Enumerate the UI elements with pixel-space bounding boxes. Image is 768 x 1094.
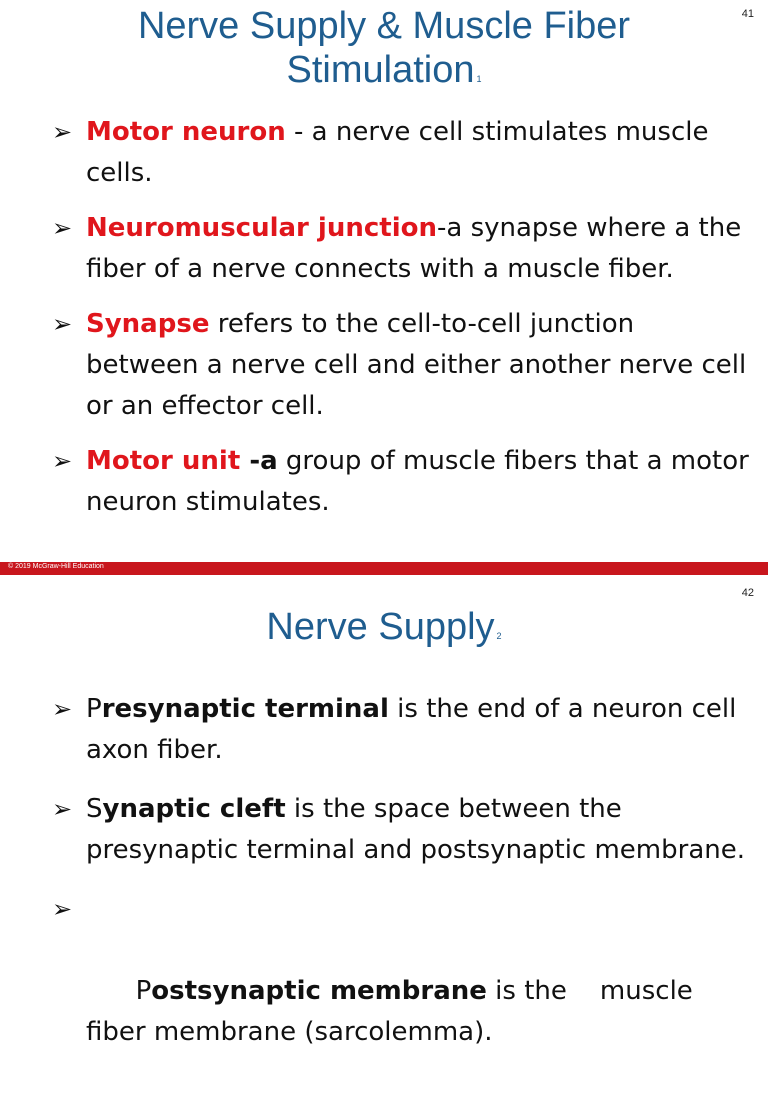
copyright: © 2019 McGraw-Hill Education	[8, 563, 104, 570]
list-item	[52, 441, 752, 523]
term-suffix: -a	[240, 446, 278, 476]
definition: -a synapse where a the fiber of a nerve connects with a muscle fiber.	[86, 213, 742, 284]
page-number: 42	[741, 587, 754, 599]
definition: - a nerve cell stimulates muscle cells.	[86, 117, 709, 188]
definition: is the end of a neuron cell axon fiber.	[86, 694, 737, 765]
term-lead: P	[135, 976, 152, 1006]
list-item	[52, 689, 752, 771]
definition: is the space between the presynaptic terminal and postsynaptic membrane.	[86, 794, 745, 865]
list-item	[52, 889, 752, 1094]
definition: is the muscle fiber membrane (sarcolemma).	[86, 976, 702, 1047]
definition: group of muscle fibers that a motor neuron stimulates.	[86, 446, 749, 517]
slide-title	[0, 605, 768, 658]
footer-bar	[0, 562, 768, 575]
list-item	[52, 208, 752, 290]
term: Motor neuron	[86, 117, 286, 147]
list-item	[52, 304, 752, 427]
list-item	[52, 112, 752, 194]
arrowhead-bullet-icon: ➢	[52, 118, 73, 146]
list-item	[52, 789, 752, 871]
arrowhead-bullet-icon: ➢	[52, 447, 73, 475]
term-lead: P	[86, 694, 102, 724]
title-subscript: 2	[496, 631, 502, 641]
arrowhead-bullet-icon: ➢	[52, 795, 73, 823]
term-lead: S	[86, 794, 103, 824]
definition: refers to the cell-to-cell junction between a nerve cell and either another nerve cell or an effector cell.	[86, 309, 747, 421]
term: resynaptic terminal	[101, 694, 389, 724]
title-text: Nerve Supply	[266, 606, 495, 648]
title-subscript: 1	[476, 74, 482, 84]
slide-title	[0, 4, 768, 101]
arrowhead-bullet-icon: ➢	[52, 214, 73, 242]
page-number: 41	[741, 8, 754, 20]
term: Synapse	[86, 309, 210, 339]
term: Neuromuscular junction	[86, 213, 437, 243]
bullet-list	[52, 689, 752, 1094]
bullet-list	[52, 112, 752, 523]
title-text: Nerve Supply & Muscle Fiber Stimulation	[137, 5, 631, 91]
slide-42	[0, 575, 768, 1047]
arrowhead-bullet-icon: ➢	[52, 310, 73, 338]
term: Motor unit	[86, 446, 241, 476]
arrowhead-bullet-icon: ➢	[52, 895, 73, 923]
term: ynaptic cleft	[102, 794, 286, 824]
arrowhead-bullet-icon: ➢	[52, 695, 73, 723]
term: ostsynaptic membrane	[151, 976, 487, 1006]
